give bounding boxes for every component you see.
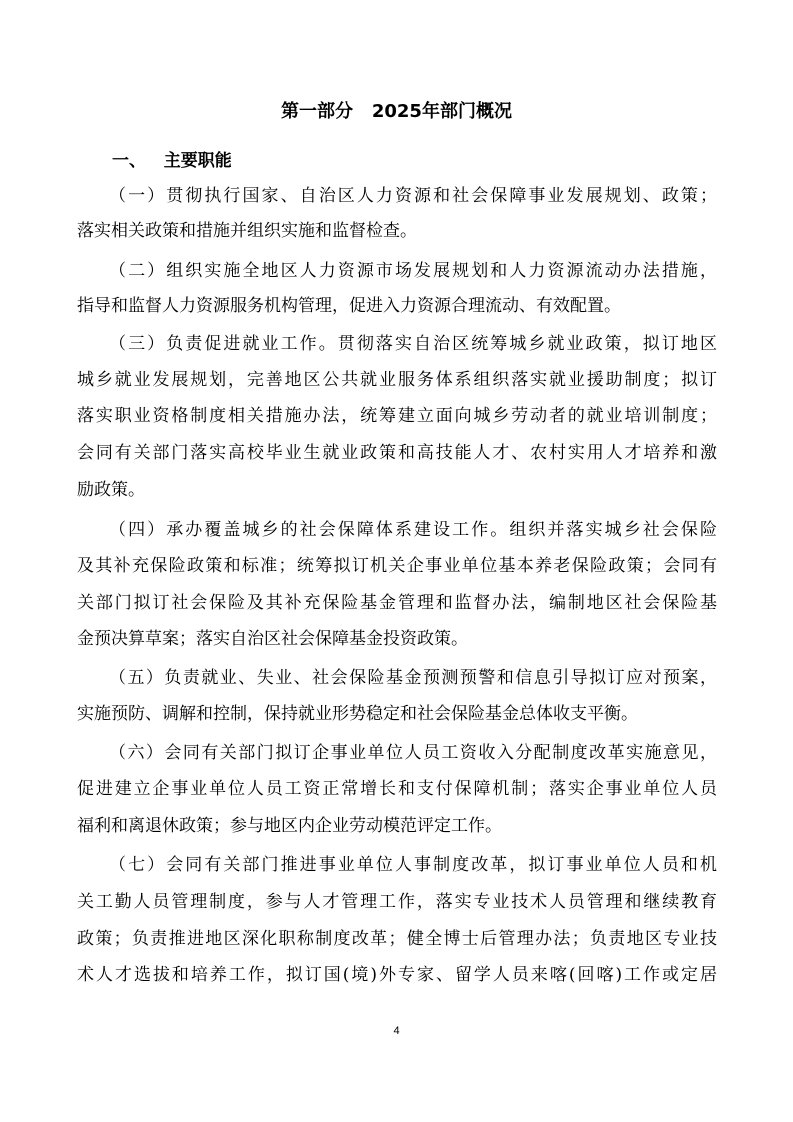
paragraph-line: （二）组织实施全地区人力资源市场发展规划和人力资源流动办法措施， bbox=[109, 261, 717, 281]
paragraph-line: （七）会同有关部门推进事业单位人事制度改革，拟订事业单位人员和机 bbox=[109, 855, 717, 875]
section-heading: 一、 主要职能 bbox=[112, 151, 232, 171]
paragraph-line: （六）会同有关部门拟订企事业单位人员工资收入分配制度改革实施意见， bbox=[109, 743, 717, 763]
paragraph-line: 关部门拟订社会保险及其补充保险基金管理和监督办法，编制地区社会保险基 bbox=[77, 593, 717, 613]
paragraph-line: 指导和监督人力资源服务机构管理，促进入力资源合理流动、有效配置。 bbox=[77, 296, 621, 316]
paragraph-line: 关工勤人员管理制度，参与人才管理工作，落实专业技术人员管理和继续教育 bbox=[77, 892, 717, 912]
page-number: 4 bbox=[393, 1025, 400, 1037]
paragraph-line: （三）负责促进就业工作。贯彻落实自治区统筹城乡就业政策，拟订地区 bbox=[109, 334, 717, 354]
paragraph-line: 政策；负责推进地区深化职称制度改革；健全博士后管理办法；负责地区专业技 bbox=[77, 929, 717, 949]
paragraph-line: 励政策。 bbox=[77, 480, 145, 500]
page-title: 第一部分 2025年部门概况 bbox=[281, 101, 512, 122]
paragraph-line: 及其补充保险政策和标准；统筹拟订机关企事业单位基本养老保险政策；会同有 bbox=[77, 556, 717, 576]
paragraph-line: 促进建立企事业单位人员工资正常增长和支付保障机制；落实企事业单位人员 bbox=[77, 779, 717, 799]
paragraph-line: 落实职业资格制度相关措施办法，统筹建立面向城乡劳动者的就业培训制度； bbox=[77, 406, 717, 426]
paragraph-line: 落实相关政策和措施并组织实施和监督检查。 bbox=[77, 221, 417, 241]
paragraph-line: 实施预防、调解和控制，保持就业形势稳定和社会保险基金总体收支平衡。 bbox=[77, 704, 638, 724]
paragraph-line: 会同有关部门落实高校毕业生就业政策和高技能人才、农村实用人才培养和激 bbox=[77, 443, 717, 463]
paragraph-line: 福利和离退休政策；参与地区内企业劳动模范评定工作。 bbox=[77, 816, 502, 836]
paragraph-line: （四）承办覆盖城乡的社会保障体系建设工作。组织并落实城乡社会保险 bbox=[109, 520, 717, 540]
paragraph-line: （五）负责就业、失业、社会保险基金预测预警和信息引导拟订应对预案， bbox=[109, 668, 717, 688]
paragraph-line: 城乡就业发展规划，完善地区公共就业服务体系组织落实就业援助制度；拟订 bbox=[77, 370, 717, 390]
paragraph-line: （一）贯彻执行国家、自治区人力资源和社会保障事业发展规划、政策； bbox=[109, 186, 717, 206]
paragraph-line: 术人才选拔和培养工作，拟订国(境)外专家、留学人员来喀(回喀)工作或定居 bbox=[77, 965, 717, 985]
paragraph-line: 金预决算草案；落实自治区社会保障基金投资政策。 bbox=[77, 629, 468, 649]
